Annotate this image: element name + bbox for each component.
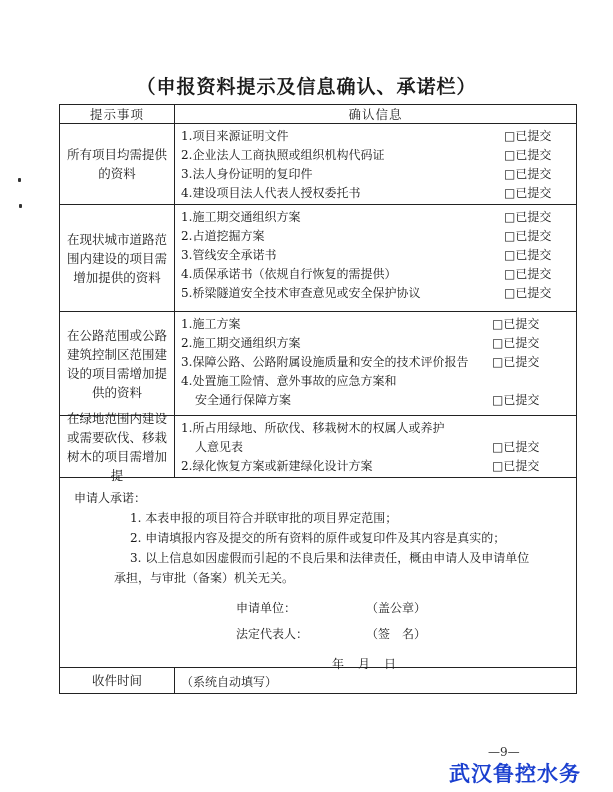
- item-text: 1.所占用绿地、所砍伐、移栽树木的权属人或养护: [181, 421, 445, 435]
- unit-signature-line: [74, 598, 562, 618]
- list-item: [181, 127, 576, 146]
- promise-item: 1. 本表申报的项目符合并联审批的项目界定范围；: [130, 511, 398, 525]
- submitted-checkbox[interactable]: □已提交: [492, 317, 540, 331]
- page-number: —9—: [488, 745, 520, 759]
- watermark: 武汉鲁控水务: [449, 762, 581, 786]
- item-text: 安全通行保障方案: [195, 393, 292, 407]
- section-highway: [60, 312, 576, 416]
- submitted-checkbox[interactable]: □已提交: [504, 186, 552, 200]
- item-text: 4.质保承诺书（依规自行恢复的需提供）: [181, 267, 397, 281]
- table-header-row: [60, 105, 576, 124]
- form-title: （申报资料提示及信息确认、承诺栏）: [136, 76, 477, 98]
- unit-label: 申请单位：: [236, 601, 297, 615]
- item-text: 4.处置施工险情、意外事故的应急方案和: [181, 374, 397, 388]
- submitted-checkbox[interactable]: □已提交: [492, 393, 540, 407]
- list-item: [181, 372, 576, 391]
- rep-label: 法定代表人：: [236, 627, 309, 641]
- receipt-row: [60, 668, 576, 693]
- confirmation-table: [59, 104, 577, 694]
- list-item: [181, 419, 576, 438]
- item-text: 4.建设项目法人代表人授权委托书: [181, 186, 361, 200]
- list-item: [181, 227, 576, 246]
- section-category: 所有项目均需提供的资料: [60, 124, 175, 204]
- item-text: 1.施工期交通组织方案: [181, 210, 301, 224]
- submitted-checkbox[interactable]: □已提交: [504, 267, 552, 281]
- list-item: [181, 284, 576, 303]
- submitted-checkbox[interactable]: □已提交: [504, 167, 552, 181]
- list-item: [181, 457, 576, 476]
- list-item: [181, 334, 576, 353]
- submitted-checkbox[interactable]: □已提交: [492, 459, 540, 473]
- item-text: 3.法人身份证明的复印件: [181, 167, 313, 181]
- item-text: 3.保障公路、公路附属设施质量和安全的技术评价报告: [181, 355, 469, 369]
- list-item: [181, 165, 576, 184]
- item-text: 2.施工期交通组织方案: [181, 336, 301, 350]
- section-category: 在绿地范围内建设或需要砍伐、移栽树木的项目需增加提: [60, 416, 175, 477]
- section-category: 在现状城市道路范围内建设的项目需增加提供的资料: [60, 205, 175, 311]
- applicant-promise: [60, 478, 576, 671]
- item-text: 5.桥梁隧道安全技术审查意见或安全保护协议: [181, 286, 421, 300]
- rep-signature-line: [74, 624, 562, 644]
- submitted-checkbox[interactable]: □已提交: [504, 286, 552, 300]
- submitted-checkbox[interactable]: □已提交: [492, 336, 540, 350]
- submitted-checkbox[interactable]: □已提交: [492, 355, 540, 369]
- promise-item: 3. 以上信息如因虚假而引起的不良后果和法律责任，概由申请人及申请单位: [130, 551, 530, 565]
- list-item: [181, 438, 576, 457]
- item-text: 人意见表: [195, 440, 244, 454]
- item-text: 2.绿化恢复方案或新建绿化设计方案: [181, 459, 373, 473]
- item-text: 2.占道挖掘方案: [181, 229, 265, 243]
- item-text: 1.项目来源证明文件: [181, 129, 289, 143]
- header-right: 确认信息: [348, 107, 403, 122]
- section-green-space: [60, 410, 576, 483]
- list-item: [181, 146, 576, 165]
- date-line: 年月日: [332, 657, 411, 671]
- item-text: 1.施工方案: [181, 317, 241, 331]
- section-urban-road: [60, 205, 576, 312]
- list-item: [181, 315, 576, 334]
- promise-heading: 申请人承诺：: [74, 491, 147, 505]
- list-item: [181, 391, 576, 410]
- list-item: [181, 208, 576, 227]
- list-item: [181, 246, 576, 265]
- promise-item: 承担，与审批（备案）机关无关。: [114, 571, 295, 585]
- section-items: [175, 205, 576, 311]
- list-item: [181, 353, 576, 372]
- header-left: 提示事项: [60, 105, 175, 123]
- rep-signature: （签 名）: [366, 627, 427, 641]
- submitted-checkbox[interactable]: □已提交: [504, 248, 552, 262]
- list-item: [181, 265, 576, 284]
- scan-speck: [19, 204, 22, 208]
- submitted-checkbox[interactable]: □已提交: [504, 229, 552, 243]
- item-text: 3.管线安全承诺书: [181, 248, 277, 262]
- receipt-value: （系统自动填写）: [181, 675, 278, 689]
- submitted-checkbox[interactable]: □已提交: [492, 440, 540, 454]
- section-all-projects: [60, 124, 576, 205]
- section-items: [175, 416, 576, 477]
- submitted-checkbox[interactable]: □已提交: [504, 210, 552, 224]
- submitted-checkbox[interactable]: □已提交: [504, 148, 552, 162]
- item-text: 2.企业法人工商执照或组织机构代码证: [181, 148, 385, 162]
- promise-item: 2. 申请填报内容及提交的所有资料的原件或复印件及其内容是真实的；: [130, 531, 506, 545]
- section-items: [175, 312, 576, 415]
- list-item: [181, 184, 576, 203]
- unit-seal: （盖公章）: [366, 601, 427, 615]
- section-category: 在公路范围或公路建筑控制区范围建设的项目需增加提供的资料: [60, 312, 175, 415]
- receipt-label: 收件时间: [60, 668, 175, 693]
- submitted-checkbox[interactable]: □已提交: [504, 129, 552, 143]
- section-items: [175, 124, 576, 204]
- scan-speck: [18, 178, 21, 182]
